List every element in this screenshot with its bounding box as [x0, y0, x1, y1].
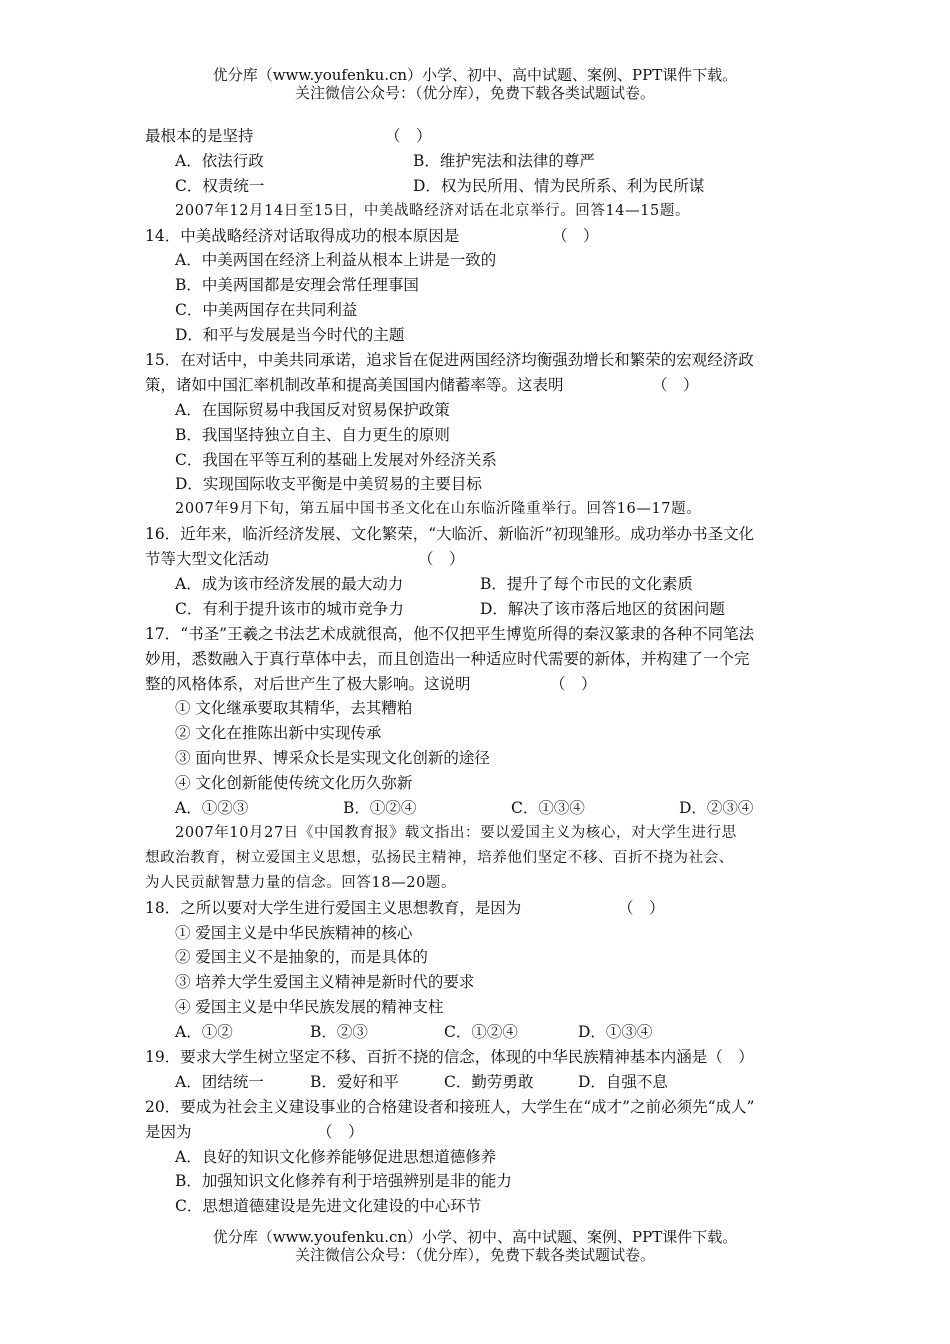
question-14-answer-paren: （ ）: [552, 226, 599, 245]
option-d: D．解决了该市落后地区的贫困问题: [480, 599, 725, 618]
question-15-answer-paren: （ ）: [652, 375, 699, 394]
question-18-options: [145, 1020, 815, 1045]
header-line-2: 关注微信公众号：（优分库），免费下载各类试题试卷。: [294, 84, 655, 102]
question-17-stem-line-1: 17．“书圣”王羲之书法艺术成就很高，他不仅把平生博览所得的秦汉篆隶的各种不同笔法: [145, 624, 755, 643]
option-a: A．在国际贸易中我国反对贸易保护政策: [175, 400, 450, 419]
question-18-stem-text: 18．之所以要对大学生进行爱国主义思想教育，是因为: [145, 898, 522, 917]
page-header: [0, 66, 950, 102]
material-16-17: 2007年9月下旬，第五届中国书圣文化在山东临沂隆重举行。回答16—17题。: [175, 501, 702, 518]
option-b: B．爱好和平: [310, 1072, 399, 1091]
option-d: D．和平与发展是当今时代的主题: [175, 326, 405, 345]
question-20-answer-paren: （ ）: [317, 1122, 364, 1141]
footer-line-2: 关注微信公众号：（优分库），免费下载各类试题试卷。: [294, 1246, 655, 1264]
option-b: B．提升了每个市民的文化素质: [480, 575, 693, 594]
option-c: C．我国在平等互利的基础上发展对外经济关系: [175, 450, 497, 469]
question-16-options-row-2: [145, 597, 815, 622]
statement-4: ④ 爱国主义是中华民族发展的精神支柱: [175, 998, 444, 1017]
option-c: C．思想道德建设是先进文化建设的中心环节: [175, 1197, 482, 1216]
question-14-stem: [145, 224, 815, 249]
question-13-options-row-2: [145, 174, 815, 199]
option-b: B．中美两国都是安理会常任理事国: [175, 276, 419, 295]
question-17-stem-line-3: [145, 672, 815, 697]
option-b: B．加强知识文化修养有利于培强辨别是非的能力: [175, 1172, 512, 1191]
option-a: A．成为该市经济发展的最大动力: [175, 575, 404, 594]
question-15-stem-line-2: [145, 373, 815, 398]
question-20-stem-line-1: 20．要成为社会主义建设事业的合格建设者和接班人，大学生在“成才”之前必须先“成人”: [145, 1097, 755, 1116]
option-c: C．中美两国存在共同利益: [175, 301, 358, 320]
question-18-answer-paren: （ ）: [618, 898, 665, 917]
statement-1: ① 文化继承要取其精华，去其糟粕: [175, 699, 413, 718]
header-line-1: 优分库（www.youfenku.cn）小学、初中、高中试题、案例、PPT课件下载。: [212, 66, 738, 84]
footer-line-1: 优分库（www.youfenku.cn）小学、初中、高中试题、案例、PPT课件下载。: [212, 1228, 738, 1246]
question-16-options-row-1: [145, 572, 815, 597]
question-13-options-row-1: [145, 149, 815, 174]
option-a: A．①②③: [175, 799, 249, 818]
question-15-stem-text: 策，诸如中国汇率机制改革和提高美国国内储蓄率等。这表明: [145, 375, 564, 394]
material-18-20-line-3: 为人民贡献智慧力量的信念。回答18—20题。: [145, 874, 457, 891]
exam-body: [145, 124, 815, 1219]
question-16-stem-text: 节等大型文化活动: [145, 550, 270, 569]
option-d: D．实现国际收支平衡是中美贸易的主要目标: [175, 475, 482, 494]
option-b: B．我国坚持独立自主、自力更生的原则: [175, 425, 450, 444]
question-17-stem-text: 整的风格体系，对后世产生了极大影响。这说明: [145, 674, 471, 693]
option-d: D．权为民所用、情为民所系、利为民所谋: [413, 176, 705, 195]
question-16-stem-line-1: 16．近年来，临沂经济发展、文化繁荣，“大临沂、新临沂”初现雏形。成功举办书圣文化: [145, 525, 755, 544]
material-18-20-line-1: 2007年10月27日《中国教育报》载文指出：要以爱国主义为核心，对大学生进行思: [175, 824, 737, 841]
question-13-stem: [145, 124, 815, 149]
question-14-stem-text: 14．中美战略经济对话取得成功的根本原因是: [145, 226, 460, 245]
option-c: C．①②④: [444, 1023, 518, 1042]
option-d: D．②③④: [679, 799, 754, 818]
material-14-15: 2007年12月14日至15日，中美战略经济对话在北京举行。回答14—15题。: [175, 202, 691, 219]
option-c: C．有利于提升该市的城市竞争力: [175, 599, 404, 618]
option-a: A．依法行政: [175, 151, 264, 170]
option-c: C．权责统一: [175, 176, 265, 195]
statement-3: ③ 面向世界、博采众长是实现文化创新的途径: [175, 749, 490, 768]
question-13-stem-text: 最根本的是坚持: [145, 127, 254, 145]
statement-4: ④ 文化创新能使传统文化历久弥新: [175, 774, 413, 793]
question-18-stem: [145, 896, 815, 921]
option-c: C．①③④: [511, 799, 585, 818]
option-a: A．①②: [175, 1023, 233, 1042]
option-b: B．维护宪法和法律的尊严: [413, 151, 595, 170]
option-b: B．①②④: [343, 799, 417, 818]
option-a: A．团结统一: [175, 1072, 264, 1091]
question-13-answer-paren: （ ）: [385, 127, 432, 145]
question-16-stem-line-2: [145, 547, 815, 572]
statement-1: ① 爱国主义是中华民族精神的核心: [175, 923, 413, 942]
option-a: A．良好的知识文化修养能够促进思想道德修养: [175, 1147, 497, 1166]
material-18-20-line-2: 想政治教育，树立爱国主义思想，弘扬民主精神，培养他们坚定不移、百折不挠为社会、: [145, 849, 734, 866]
question-16-answer-paren: （ ）: [418, 550, 465, 569]
option-b: B．②③: [310, 1023, 368, 1042]
option-d: D．自强不息: [578, 1072, 668, 1091]
statement-3: ③ 培养大学生爱国主义精神是新时代的要求: [175, 973, 475, 992]
statement-2: ② 爱国主义不是抽象的，而是具体的: [175, 948, 428, 967]
question-20-stem-line-2: [145, 1120, 815, 1145]
question-15-stem-line-1: 15．在对话中，中美共同承诺，追求旨在促进两国经济均衡强劲增长和繁荣的宏观经济政: [145, 351, 754, 370]
question-17-options: [145, 796, 815, 821]
statement-2: ② 文化在推陈出新中实现传承: [175, 724, 382, 743]
question-17-answer-paren: （ ）: [550, 674, 597, 693]
option-d: D．①③④: [578, 1023, 653, 1042]
question-19-options: [145, 1070, 815, 1095]
option-c: C．勤劳勇敢: [444, 1072, 534, 1091]
question-20-stem-text: 是因为: [145, 1122, 192, 1141]
option-a: A．中美两国在经济上利益从根本上讲是一致的: [175, 251, 497, 270]
page-footer: [0, 1228, 950, 1264]
question-19-stem: 19．要求大学生树立坚定不移、百折不挠的信念，体现的中华民族精神基本内涵是（ ）: [145, 1047, 754, 1066]
question-17-stem-line-2: 妙用，悉数融入于真行草体中去，而且创造出一种适应时代需要的新体，并构建了一个完: [145, 649, 750, 668]
